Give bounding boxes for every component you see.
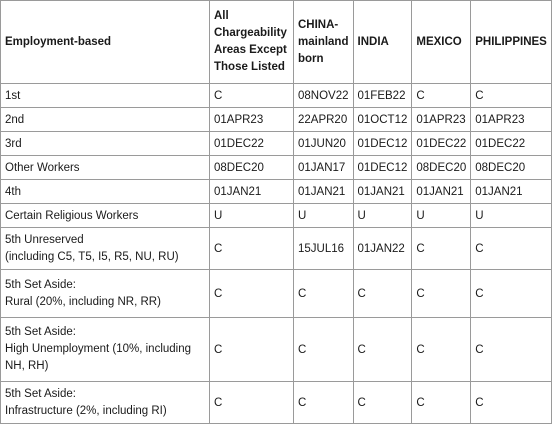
table-cell: 01DEC22: [210, 132, 294, 156]
row-label: [1, 318, 210, 382]
table-cell: U: [412, 204, 471, 228]
table-cell: U: [471, 204, 552, 228]
table-cell: C: [210, 84, 294, 108]
row-label: Other Workers: [1, 156, 210, 180]
table-cell: C: [471, 382, 552, 424]
header-philippines: PHILIPPINES: [471, 1, 552, 84]
table-cell: 01JAN21: [353, 180, 412, 204]
table-cell: 01OCT12: [353, 108, 412, 132]
table-cell: C: [210, 228, 294, 270]
table-row: [1, 180, 552, 204]
row-label-line2: Rural (20%, including NR, RR): [5, 295, 161, 308]
table-cell: 01JAN17: [294, 156, 354, 180]
table-cell: 08NOV22: [294, 84, 354, 108]
table-cell: C: [210, 318, 294, 382]
table-cell: 01JAN21: [471, 180, 552, 204]
table-cell: U: [210, 204, 294, 228]
table-cell: C: [471, 318, 552, 382]
table-cell: C: [412, 318, 471, 382]
table-cell: C: [471, 228, 552, 270]
table-cell: C: [210, 382, 294, 424]
table-cell: 01DEC12: [353, 156, 412, 180]
table-cell: C: [353, 382, 412, 424]
table-row: [1, 382, 552, 424]
table-row: [1, 228, 552, 270]
table-cell: 01FEB22: [353, 84, 412, 108]
header-china: CHINA-mainland born: [294, 1, 354, 84]
row-label-line2: (including C5, T5, I5, R5, NU, RU): [5, 250, 179, 263]
table-cell: 01APR23: [412, 108, 471, 132]
row-label: [1, 228, 210, 270]
table-cell: C: [210, 270, 294, 318]
row-label: 3rd: [1, 132, 210, 156]
row-label-line1: 5th Set Aside:: [5, 326, 76, 338]
table-cell: 01DEC12: [353, 132, 412, 156]
table-row: [1, 318, 552, 382]
table-cell: 01APR23: [471, 108, 552, 132]
table-cell: 01JAN21: [294, 180, 354, 204]
table-cell: 01JAN21: [210, 180, 294, 204]
table-cell: 08DEC20: [471, 156, 552, 180]
table-cell: C: [412, 270, 471, 318]
header-all-chargeability: All Chargeability Areas Except Those Listed: [210, 1, 294, 84]
header-mexico: MEXICO: [412, 1, 471, 84]
table-cell: C: [412, 84, 471, 108]
row-label: 2nd: [1, 108, 210, 132]
table-row: [1, 204, 552, 228]
table-row: [1, 84, 552, 108]
table-row: [1, 108, 552, 132]
table-cell: 15JUL16: [294, 228, 354, 270]
table-cell: C: [294, 382, 354, 424]
table-cell: C: [294, 270, 354, 318]
table-cell: 22APR20: [294, 108, 354, 132]
row-label-line1: 5th Set Aside:: [5, 278, 76, 291]
table-cell: U: [294, 204, 354, 228]
row-label: [1, 382, 210, 424]
table-cell: 01JAN22: [353, 228, 412, 270]
row-label-line2: Infrastructure (2%, including RI): [5, 404, 167, 417]
table-cell: 01JUN20: [294, 132, 354, 156]
table-cell: C: [471, 270, 552, 318]
table-cell: 01DEC22: [412, 132, 471, 156]
table-cell: C: [353, 270, 412, 318]
table-cell: 08DEC20: [412, 156, 471, 180]
header-row: [1, 1, 552, 84]
header-employment-based: Employment-based: [1, 1, 210, 84]
table-cell: C: [294, 318, 354, 382]
row-label: 4th: [1, 180, 210, 204]
table-row: [1, 156, 552, 180]
header-india: INDIA: [353, 1, 412, 84]
row-label-line1: 5th Unreserved: [5, 233, 84, 246]
row-label-line2: High Unemployment (10%, including NH, RH): [5, 343, 192, 372]
table-cell: 08DEC20: [210, 156, 294, 180]
row-label-line1: 5th Set Aside:: [5, 387, 76, 400]
row-label: [1, 270, 210, 318]
table-row: [1, 270, 552, 318]
row-label: Certain Religious Workers: [1, 204, 210, 228]
table-cell: 01APR23: [210, 108, 294, 132]
table-cell: C: [412, 382, 471, 424]
table-cell: U: [353, 204, 412, 228]
table-cell: C: [471, 84, 552, 108]
table-cell: C: [353, 318, 412, 382]
table-cell: 01DEC22: [471, 132, 552, 156]
table-cell: 01JAN21: [412, 180, 471, 204]
table-cell: C: [412, 228, 471, 270]
table-row: [1, 132, 552, 156]
row-label: 1st: [1, 84, 210, 108]
